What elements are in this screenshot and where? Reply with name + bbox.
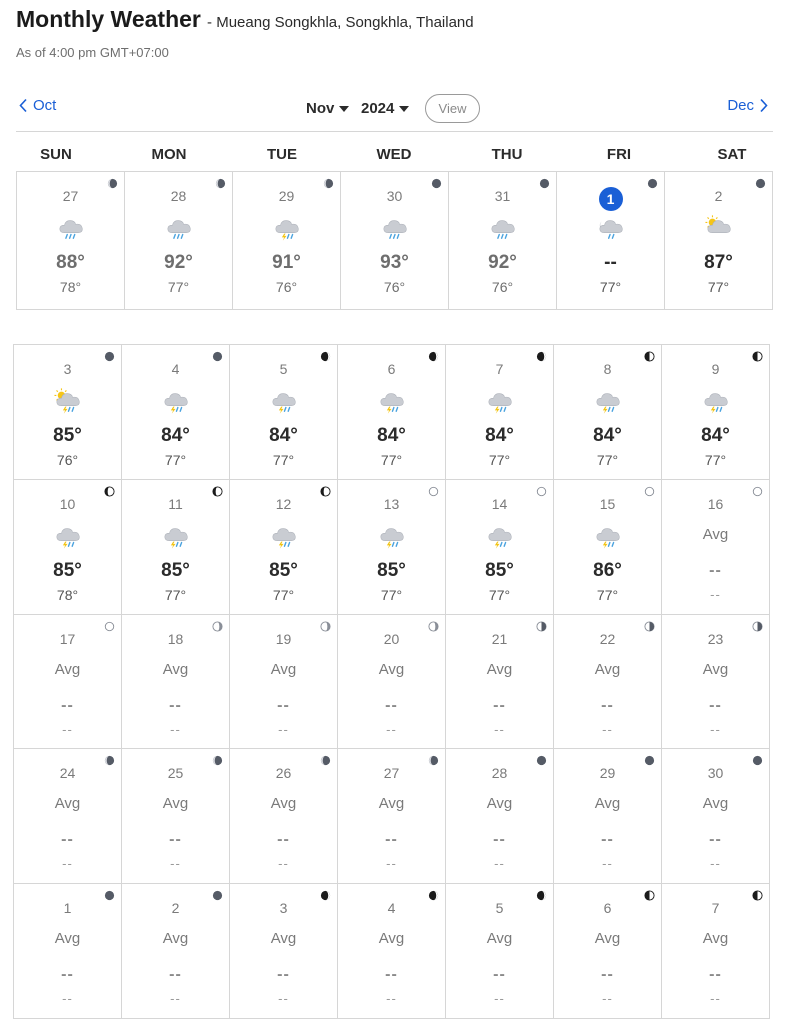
moon-phase-icon [752,888,763,899]
day-number: 2 [714,188,723,204]
low-temp: -- [710,991,721,1007]
moon-phase-icon [428,484,439,495]
day-cell[interactable] [662,884,770,1019]
moon-phase-icon [644,484,655,495]
avg-label: Avg [162,795,189,813]
low-temp: 77° [488,452,511,468]
low-temp: -- [710,856,721,872]
thunderstorm-icon [701,387,731,415]
high-temp: 85° [377,559,406,581]
thunderstorm-icon [161,522,191,550]
day-number: 9 [711,361,720,377]
avg-label: Avg [702,525,729,543]
moon-phase-icon [644,888,655,899]
low-temp: 76° [56,452,79,468]
high-temp: -- [61,966,74,984]
location-label: - Mueang Songkhla, Songkhla, Thailand [202,14,474,31]
high-temp: -- [385,831,398,849]
day-number: 26 [275,765,292,782]
high-temp: 85° [53,559,82,581]
moon-phase-icon [320,619,331,630]
high-temp: -- [169,966,182,984]
low-temp: -- [386,721,397,737]
day-cell[interactable] [233,172,341,310]
avg-label: Avg [378,795,405,813]
day-cell[interactable] [230,480,338,615]
day-cell[interactable] [14,345,122,480]
day-number: 2 [171,900,180,917]
chevron-left-icon [18,98,29,113]
day-cell[interactable] [14,615,122,750]
day-cell[interactable] [557,172,665,310]
moon-phase-icon [320,484,331,495]
high-temp: -- [601,696,614,714]
day-number: 20 [383,630,400,647]
chevron-right-icon [758,98,769,113]
high-temp: -- [277,696,290,714]
year-select-value: 2024 [361,100,395,117]
avg-label: Avg [702,930,729,948]
high-temp: -- [277,831,290,849]
day-number: 4 [171,361,180,377]
high-temp: 84° [701,425,730,446]
moon-phase-icon [212,484,223,495]
high-temp: 85° [485,559,514,581]
high-temp: 93° [380,252,409,273]
day-cell[interactable] [446,884,554,1019]
day-number: 30 [386,188,403,204]
day-number: 10 [59,495,76,512]
low-temp: -- [386,856,397,872]
moon-phase-icon [104,888,115,899]
day-cell[interactable] [338,884,446,1019]
low-temp: -- [710,721,721,737]
moon-phase-icon [428,619,439,630]
moon-phase-icon [752,349,763,360]
today-badge: 1 [599,187,623,211]
moon-phase-icon [104,753,115,764]
day-number: 27 [62,188,79,204]
low-temp: 77° [599,279,622,295]
day-number: 24 [59,765,76,782]
thunderstorm-icon [485,522,515,550]
high-temp: -- [709,696,722,714]
moon-phase-icon [647,176,658,187]
low-temp: -- [602,991,613,1007]
high-temp: 85° [269,559,298,581]
day-number: 30 [707,765,724,782]
low-temp: -- [602,856,613,872]
high-temp: 84° [161,425,190,446]
view-button[interactable]: View [425,94,480,123]
low-temp: 77° [167,279,190,295]
day-number: 28 [170,188,187,204]
avg-label: Avg [270,795,297,813]
avg-label: Avg [702,795,729,813]
high-temp: -- [601,831,614,849]
high-temp: 88° [56,252,85,273]
high-temp: -- [493,831,506,849]
month-select-value: Nov [306,100,335,117]
day-cell[interactable] [230,749,338,884]
high-temp: -- [493,696,506,714]
high-temp: -- [61,696,74,714]
day-cell[interactable] [122,345,230,480]
low-temp: 77° [272,586,295,603]
moon-phase-icon [536,888,547,899]
thunderstorm-icon [377,522,407,550]
day-cell[interactable] [230,345,338,480]
month-select[interactable] [306,100,349,117]
avg-label: Avg [594,795,621,813]
rain-cloud-icon [164,214,194,242]
day-cell[interactable] [338,749,446,884]
rain-cloud-icon [488,214,518,242]
day-number: 14 [491,495,508,512]
avg-label: Avg [162,930,189,948]
rain-cloud-icon [56,214,86,242]
thunderstorm-icon [485,387,515,415]
low-temp: 78° [59,279,82,295]
day-cell[interactable] [446,480,554,615]
day-cell[interactable] [14,749,122,884]
avg-label: Avg [270,660,297,678]
sun-storm-icon [53,387,83,415]
high-temp: 84° [485,425,514,446]
low-temp: -- [278,991,289,1007]
day-cell[interactable] [662,749,770,884]
high-temp: 84° [593,425,622,446]
low-temp: -- [62,856,73,872]
high-temp: 91° [272,252,301,273]
low-temp: 77° [380,452,403,468]
day-number: 25 [167,765,184,782]
low-temp: 77° [707,279,730,295]
day-number: 27 [383,765,400,782]
avg-label: Avg [54,930,81,948]
day-number: 17 [59,630,76,647]
day-number: 7 [495,361,504,377]
calendar-first-week [16,171,773,310]
high-temp: 92° [488,252,517,273]
low-temp: -- [170,856,181,872]
high-temp: -- [709,966,722,984]
low-temp: -- [62,991,73,1007]
high-temp: 85° [53,425,82,446]
avg-label: Avg [54,660,81,678]
moon-phase-icon [536,753,547,764]
high-temp: -- [169,696,182,714]
day-cell[interactable] [662,480,770,615]
moon-phase-icon [428,753,439,764]
thunderstorm-icon [269,387,299,415]
thunderstorm-icon [269,522,299,550]
avg-label: Avg [378,660,405,678]
day-number: 3 [63,361,72,377]
day-number: 4 [387,900,396,917]
low-temp: -- [170,721,181,737]
low-temp: 77° [272,452,295,468]
day-number: 13 [383,495,400,512]
low-temp: -- [710,586,721,602]
thunderstorm-icon [161,387,191,415]
low-temp: -- [386,991,397,1007]
moon-phase-icon [644,349,655,360]
day-number: 12 [275,495,292,512]
moon-phase-icon [752,753,763,764]
moon-phase-icon [752,619,763,630]
day-number: 6 [387,361,396,377]
low-temp: 76° [491,279,514,295]
day-number: 3 [279,900,288,917]
moon-phase-icon [212,888,223,899]
moon-phase-icon [104,484,115,495]
night-rain-icon [596,214,626,242]
high-temp: -- [385,696,398,714]
day-number: 7 [711,900,720,917]
weekday-header [0,146,785,166]
day-cell[interactable] [122,480,230,615]
day-cell[interactable] [338,345,446,480]
moon-phase-icon [212,619,223,630]
rain-cloud-icon [380,214,410,242]
low-temp: 77° [164,452,187,468]
moon-phase-icon [320,753,331,764]
thunderstorm-icon [593,522,623,550]
moon-phase-icon [323,176,334,187]
day-cell[interactable] [338,480,446,615]
avg-label: Avg [594,930,621,948]
moon-phase-icon [215,176,226,187]
moon-phase-icon [212,753,223,764]
day-cell[interactable] [446,615,554,750]
low-temp: 76° [383,279,406,295]
day-number: 16 [707,495,724,512]
moon-phase-icon [428,349,439,360]
high-temp: 84° [269,425,298,446]
day-number: 5 [495,900,504,917]
day-number: 18 [167,630,184,647]
moon-phase-icon [428,888,439,899]
day-cell[interactable] [662,615,770,750]
day-cell[interactable] [446,345,554,480]
high-temp: -- [61,831,74,849]
day-cell[interactable] [230,615,338,750]
weekday-fri: FRI [606,146,632,163]
day-number: 21 [491,630,508,647]
day-cell[interactable] [554,749,662,884]
avg-label: Avg [486,795,513,813]
high-temp: 85° [161,559,190,581]
moon-phase-icon [752,484,763,495]
day-number: 29 [278,188,295,204]
low-temp: 76° [275,279,298,295]
weekday-wed: WED [376,146,412,163]
thunderstorm-icon [53,522,83,550]
avg-label: Avg [702,660,729,678]
day-number: 5 [279,361,288,377]
low-temp: -- [278,721,289,737]
caret-down-icon [339,106,349,112]
moon-phase-icon [320,888,331,899]
low-temp: 78° [56,586,79,603]
high-temp: 84° [377,425,406,446]
avg-label: Avg [378,930,405,948]
moon-phase-icon [539,176,550,187]
moon-phase-icon [536,484,547,495]
day-number: 8 [603,361,612,377]
day-cell[interactable] [446,749,554,884]
low-temp: 77° [596,586,619,603]
low-temp: -- [170,991,181,1007]
low-temp: 77° [488,586,511,603]
day-cell[interactable] [14,480,122,615]
low-temp: 77° [164,586,187,603]
day-cell[interactable] [554,345,662,480]
weekday-thu: THU [491,146,523,163]
day-cell[interactable] [662,345,770,480]
high-temp: -- [169,831,182,849]
avg-label: Avg [486,660,513,678]
day-cell[interactable] [338,615,446,750]
day-number: 19 [275,630,292,647]
moon-phase-icon [107,176,118,187]
thunderstorm-icon [377,387,407,415]
high-temp: 87° [704,252,733,273]
day-cell[interactable] [122,749,230,884]
month-navigation [16,92,773,132]
day-cell[interactable] [122,615,230,750]
avg-label: Avg [594,660,621,678]
page-title: Monthly Weather [16,6,201,32]
moon-phase-icon [755,176,766,187]
high-temp: -- [709,831,722,849]
day-cell[interactable] [449,172,557,310]
weekday-sun: SUN [40,146,72,163]
low-temp: -- [278,856,289,872]
day-cell[interactable] [341,172,449,310]
day-number: 23 [707,630,724,647]
calendar-grid [13,344,770,1019]
weekday-tue: TUE [267,146,297,163]
high-temp: -- [493,966,506,984]
moon-phase-icon [431,176,442,187]
moon-phase-icon [536,349,547,360]
high-temp: -- [601,966,614,984]
moon-phase-icon [536,619,547,630]
day-cell[interactable] [122,884,230,1019]
day-number: 15 [599,495,616,512]
day-cell[interactable] [125,172,233,310]
day-number: 1 [63,900,72,917]
moon-phase-icon [644,619,655,630]
thunderstorm-icon [593,387,623,415]
low-temp: 77° [380,586,403,603]
moon-phase-icon [644,753,655,764]
avg-label: Avg [54,795,81,813]
day-number: 29 [599,765,616,782]
day-cell[interactable] [230,884,338,1019]
day-cell[interactable] [17,172,125,310]
low-temp: 77° [596,452,619,468]
next-month-label: Dec [727,97,754,114]
moon-phase-icon [104,619,115,630]
next-month-link[interactable] [727,97,769,114]
moon-phase-icon [212,349,223,360]
weekday-sat: SAT [717,146,747,163]
low-temp: -- [62,721,73,737]
day-number: 31 [494,188,511,204]
low-temp: -- [494,721,505,737]
low-temp: -- [602,721,613,737]
day-cell[interactable] [554,884,662,1019]
day-number: 11 [168,495,183,512]
as-of-timestamp: As of 4:00 pm GMT+07:00 [16,45,169,60]
high-temp: 86° [593,559,622,581]
day-cell[interactable] [665,172,773,310]
day-number: 6 [603,900,612,917]
day-cell[interactable] [554,615,662,750]
day-number: 22 [599,630,616,647]
thunderstorm-icon [272,214,302,242]
day-cell[interactable] [14,884,122,1019]
sun-cloud-icon [704,214,734,242]
avg-label: Avg [270,930,297,948]
high-temp: -- [385,966,398,984]
moon-phase-icon [104,349,115,360]
day-number: 28 [491,765,508,782]
year-select[interactable] [361,100,409,117]
day-cell[interactable] [554,480,662,615]
moon-phase-icon [320,349,331,360]
caret-down-icon [399,106,409,112]
low-temp: 77° [704,452,727,468]
avg-label: Avg [486,930,513,948]
high-temp: -- [277,966,290,984]
high-temp: 92° [164,252,193,273]
low-temp: -- [494,856,505,872]
high-temp: -- [709,561,722,579]
low-temp: -- [494,991,505,1007]
avg-label: Avg [162,660,189,678]
page-header [16,6,474,33]
previous-month-label: Oct [33,97,57,114]
previous-month-link[interactable] [18,97,56,114]
weekday-mon: MON [151,146,187,163]
high-temp: -- [604,252,617,273]
